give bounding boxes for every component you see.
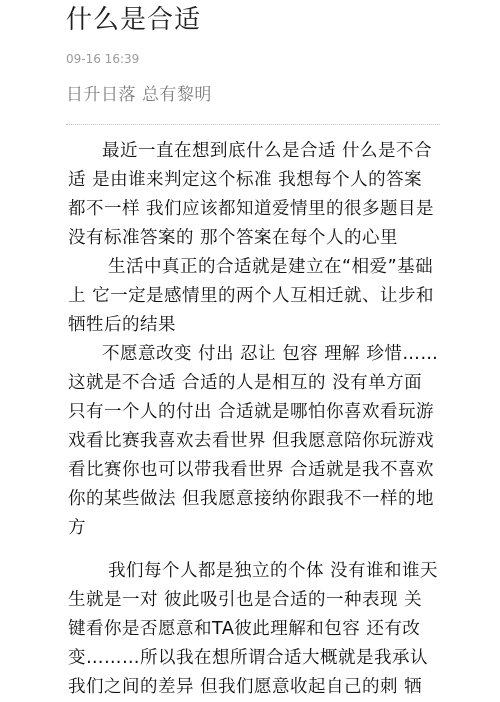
body-line: 最近一直在想到底什么是合适 什么是不合 (102, 141, 433, 161)
body-line: 键看你是否愿意和TA彼此理解和包容 还有改 (68, 619, 421, 639)
publish-time: 09-16 16:39 (66, 52, 140, 66)
body-line: 我们每个人都是独立的个体 没有谁和谁天 (108, 561, 439, 581)
body-line: 看比赛你也可以带我看世界 合适就是我不喜欢 (68, 460, 435, 480)
body-line: 适 是由谁来判定这个标准 我想每个人的答案 (68, 170, 423, 190)
body-line: 戏看比赛我喜欢去看世界 但我愿意陪你玩游戏 (68, 431, 435, 451)
body-line: 没有标准答案的 那个答案在每个人的心里 (68, 228, 399, 248)
body-line: 我们之间的差异 但我们愿意收起自己的刺 牺 (68, 677, 423, 697)
body-line: 方 (68, 518, 86, 538)
body-line: 生活中真正的合适就是建立在“相爱”基础 (108, 257, 434, 277)
article-body (68, 137, 440, 702)
body-line: 牺牲后的结果 (68, 315, 176, 335)
body-line: 这就是不合适 合适的人是相互的 没有单方面 (68, 373, 423, 393)
author-name[interactable]: 日升日落 总有黎明 (66, 85, 212, 105)
body-line: 不愿意改变 付出 忍让 包容 理解 珍惜…… (102, 344, 439, 364)
body-line: 生就是一对 彼此吸引也是合适的一种表现 关 (68, 590, 423, 610)
dotted-divider (66, 124, 440, 125)
body-line: 都不一样 我们应该都知道爱情里的很多题目是 (68, 199, 435, 219)
body-line: 只有一个人的付出 合适就是哪怕你喜欢看玩游 (68, 402, 435, 422)
body-line: 你的某些做法 但我愿意接纳你跟我不一样的地 (68, 489, 435, 509)
article-title: 什么是合适 (66, 5, 202, 35)
body-line: 上 它一定是感情里的两个人互相迁就、让步和 (68, 286, 435, 306)
body-line: 变………所以我在想所谓合适大概就是我承认 (68, 648, 428, 668)
